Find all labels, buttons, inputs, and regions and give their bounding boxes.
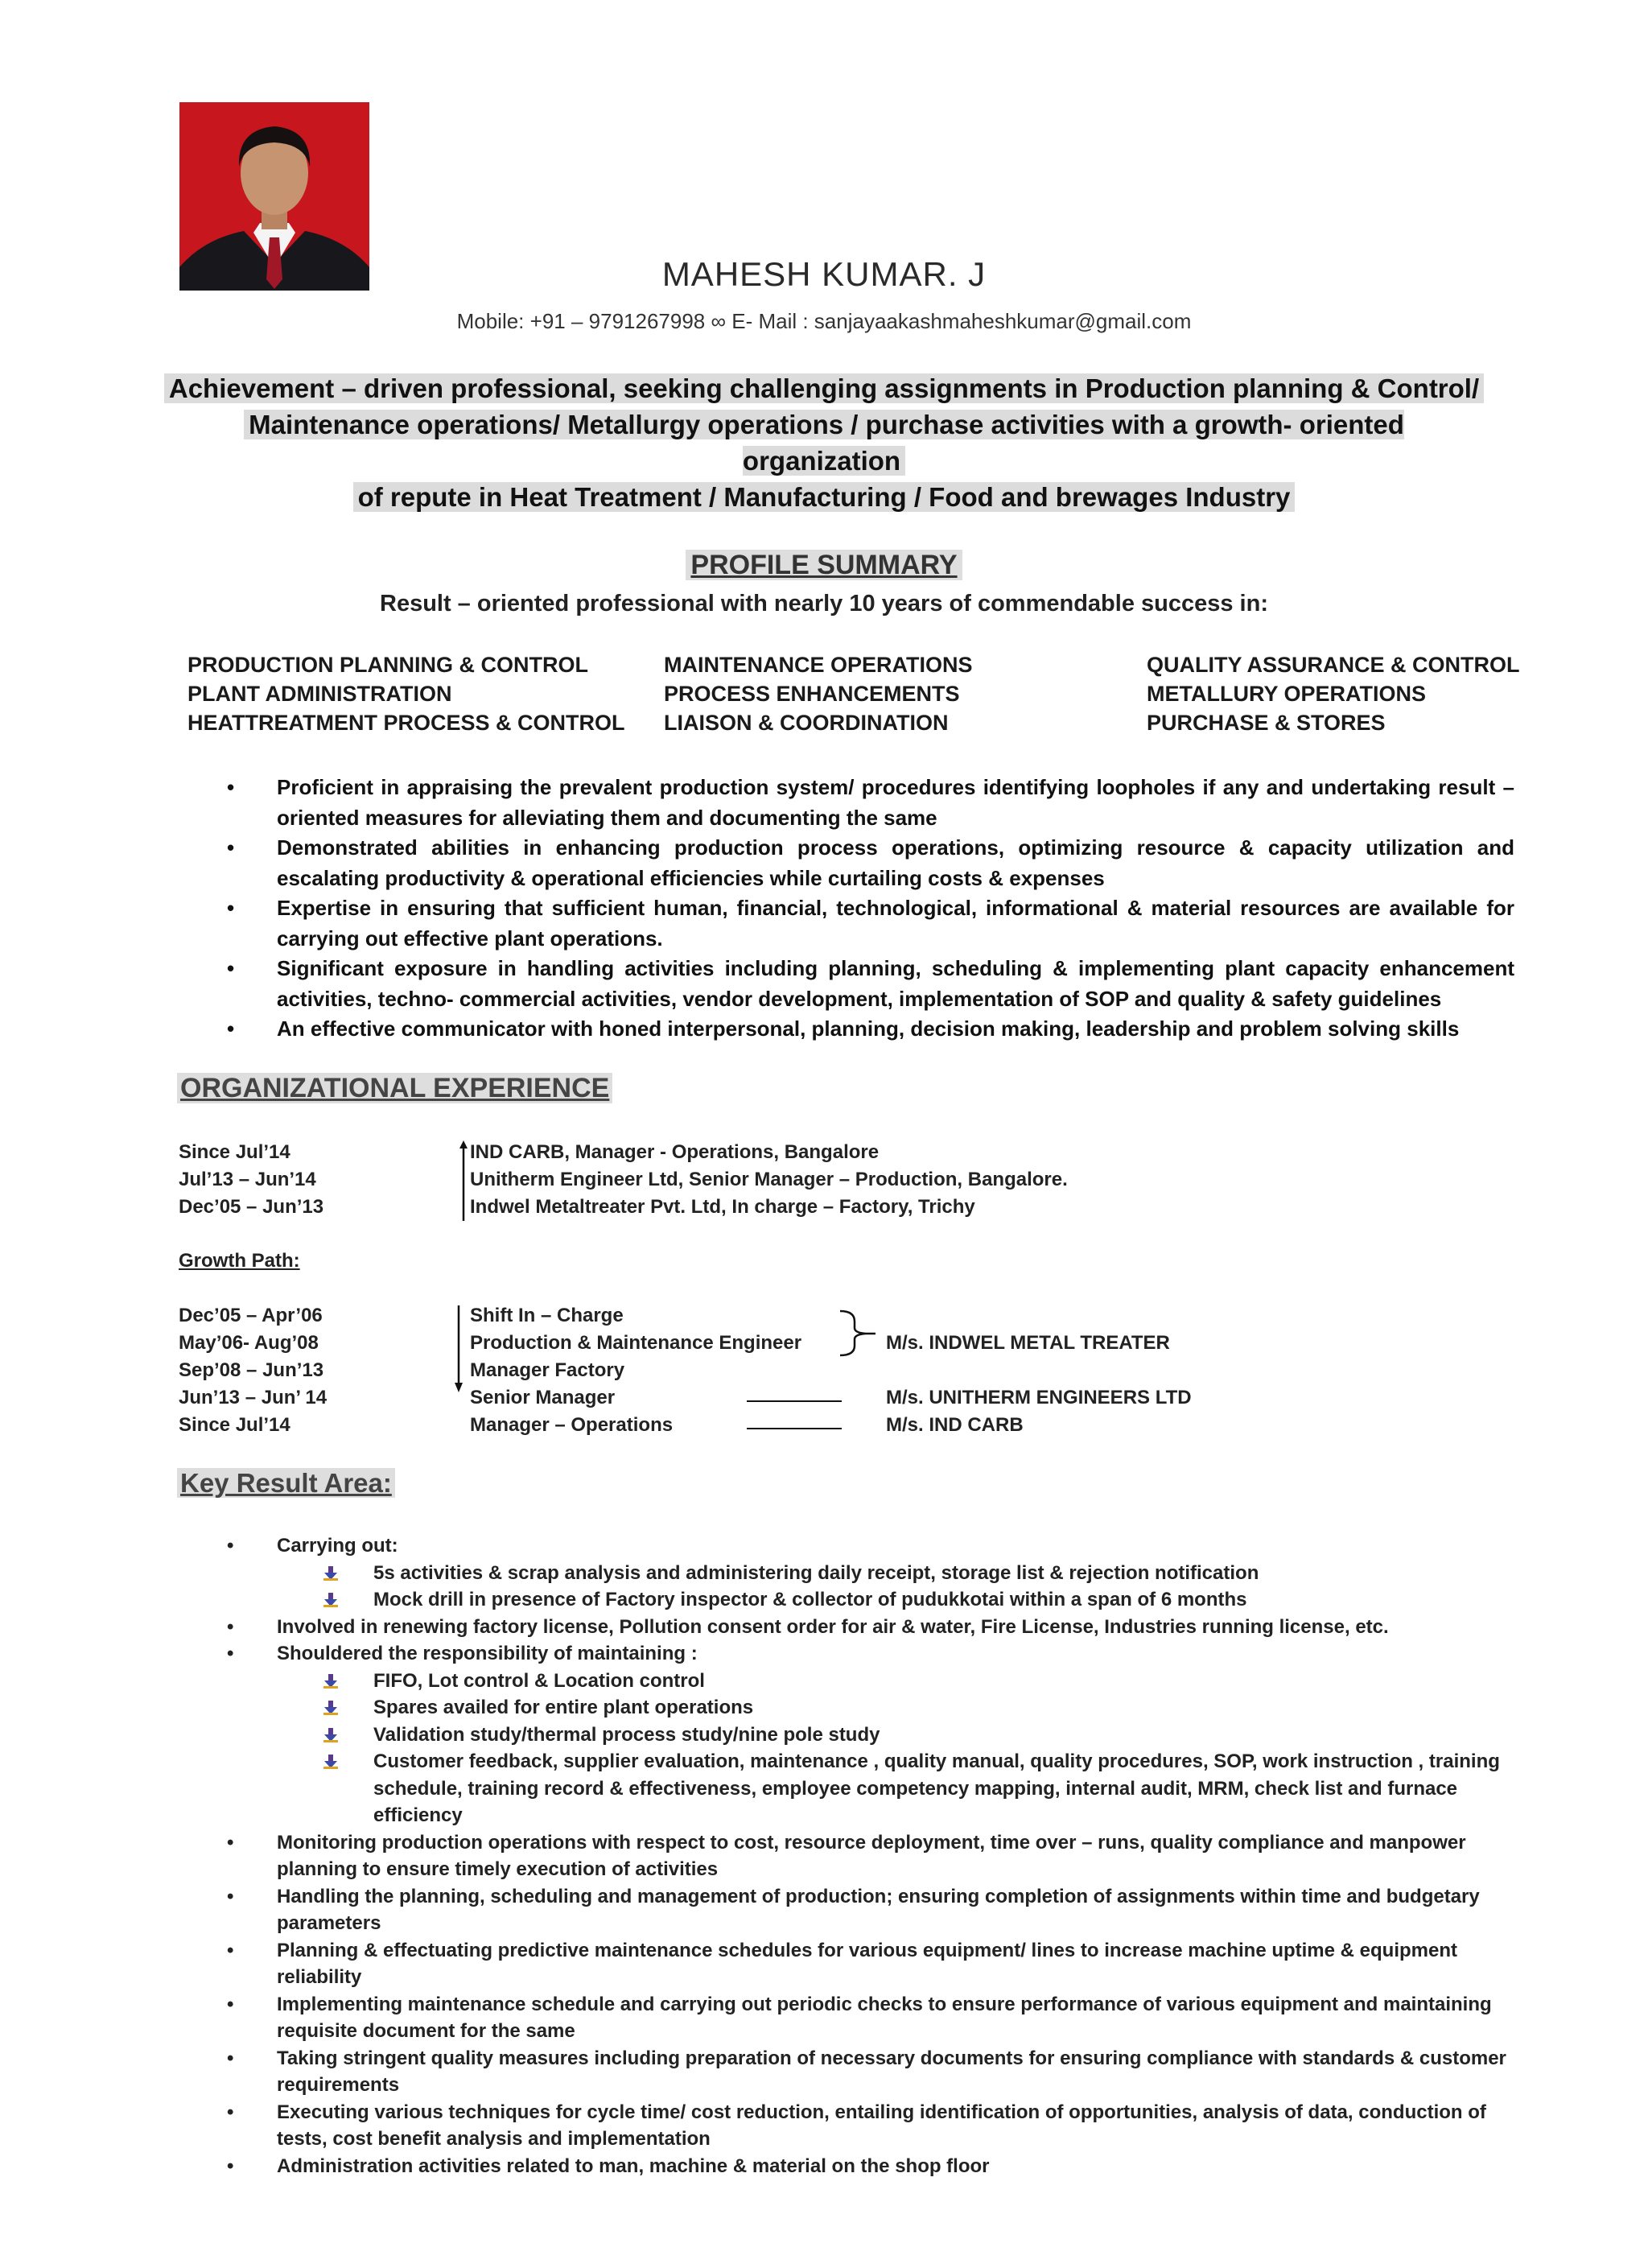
arrow-bullet-icon [323, 1593, 338, 1607]
arrow-bullet-icon [323, 1674, 338, 1689]
sub-item-text: Customer feedback, supplier evaluation, maintenance , quality manual, quality procedures, SOP, work instruction , training schedule, training record & effectiveness, employee competency mapping, internal audit, MRM, check list and furnace efficiency [373, 1750, 1500, 1826]
growth-timeline-arrow-icon [451, 1304, 467, 1394]
list-item [227, 1614, 1514, 1641]
sub-item-text: Mock drill in presence of Factory inspector & collector of pudukkotai within a span of 6 months [373, 1589, 1247, 1610]
list-item [227, 2153, 1514, 2180]
bullet-text: Taking stringent quality measures including preparation of necessary documents for ensuring compliance with standards & customer requirements [277, 2047, 1506, 2096]
sub-item-text: 5s activities & scrap analysis and administering daily receipt, storage list & rejection notification [373, 1561, 1259, 1584]
list-item [227, 1883, 1514, 1937]
bullet-text: Administration activities related to man, machine & material on the shop floor [277, 2155, 990, 2177]
growth-period: Sep’08 – Jun’13 [179, 1359, 324, 1381]
sub-list-item [227, 1694, 1514, 1722]
growth-role: Manager – Operations [470, 1414, 674, 1436]
profile-summary-heading [0, 550, 1648, 581]
bullet-icon: • [227, 1939, 234, 1961]
bullet-icon: • [227, 2101, 234, 2123]
bullet-text: Planning & effectuating predictive maintenance schedules for various equipment/ lines to increase machine uptime & equipment reliability [277, 1939, 1457, 1988]
arrow-bullet-icon [323, 1701, 338, 1715]
bullet-icon: • [227, 1993, 234, 2015]
sub-list-item [227, 1722, 1514, 1749]
bullet-icon: • [227, 1643, 234, 1664]
list-item [227, 773, 1514, 833]
objective-line: Maintenance operations/ Metallurgy operations / purchase activities with a growth- oriented organization [244, 410, 1404, 476]
bullet-text: Implementing maintenance schedule and carrying out periodic checks to ensure performance of various equipment and maintaining requisite document for the same [277, 1993, 1492, 2042]
bullet-text: Significant exposure in handling activities including planning, scheduling & implementing plant capacity enhancement activities, techno- commercial activities, vendor development, implementation of SOP and quality & safety guidelines [277, 956, 1514, 1011]
profile-tagline: Result – oriented professional with nearly 10 years of commendable success in: [380, 591, 1268, 616]
bullet-text: Involved in renewing factory license, Pollution consent order for air & water, Fire License, Industries running license, etc. [277, 1615, 1389, 1638]
list-item [227, 893, 1514, 954]
profile-summary-heading-text: PROFILE SUMMARY [686, 550, 962, 580]
growth-company: M/s. IND CARB [886, 1414, 1024, 1436]
sub-list-item [227, 1560, 1514, 1587]
career-objective [161, 370, 1487, 515]
bullet-icon: • [227, 2155, 234, 2177]
growth-role: Senior Manager [470, 1387, 616, 1408]
experience-heading [177, 1073, 612, 1104]
list-item [227, 1640, 1514, 1668]
growth-company: M/s. UNITHERM ENGINEERS LTD [886, 1387, 1192, 1408]
growth-period: May’06- Aug’08 [179, 1332, 319, 1354]
experience-role: IND CARB, Manager - Operations, Bangalore [470, 1141, 880, 1163]
list-item [227, 1829, 1514, 1883]
experience-role: Indwel Metaltreater Pvt. Ltd, In charge – Factory, Trichy [470, 1196, 975, 1218]
bullet-icon: • [227, 835, 235, 860]
growth-period: Dec’05 – Apr’06 [179, 1305, 323, 1326]
experience-period: Dec’05 – Jun’13 [179, 1196, 324, 1218]
growth-period: Since Jul’14 [179, 1414, 290, 1436]
skills-column-3 [1147, 650, 1520, 737]
skill-item: QUALITY ASSURANCE & CONTROL [1147, 653, 1520, 677]
skill-item: LIAISON & COORDINATION [664, 711, 949, 735]
growth-role: Shift In – Charge [470, 1305, 624, 1326]
experience-heading-text: ORGANIZATIONAL EXPERIENCE [177, 1073, 612, 1103]
skill-item: MAINTENANCE OPERATIONS [664, 653, 973, 677]
list-item [227, 1937, 1514, 1991]
experience-periods [179, 1139, 323, 1221]
skills-column-2 [664, 650, 973, 737]
objective-line: Achievement – driven professional, seeking challenging assignments in Production planning & Control/ [164, 373, 1484, 403]
bullet-icon: • [227, 1831, 234, 1854]
bullet-text: Monitoring production operations with respect to cost, resource deployment, time over – runs, quality compliance and manpower planning to ensure timely execution of activities [277, 1831, 1466, 1880]
bullet-text: Expertise in ensuring that sufficient human, financial, technological, informational & material resources are available for carrying out effective plant operations. [277, 896, 1514, 950]
divider [747, 1428, 842, 1429]
key-result-area-heading-text: Key Result Area: [177, 1468, 395, 1498]
key-result-area-list [227, 1532, 1514, 2179]
skill-item: PURCHASE & STORES [1147, 711, 1386, 735]
growth-company: M/s. INDWEL METAL TREATER [886, 1332, 1170, 1354]
contact-line: Mobile: +91 – 9791267998 ∞ E- Mail : sanjayaakashmaheshkumar@gmail.com [456, 309, 1192, 333]
list-item [227, 1532, 1514, 1560]
skill-item: PLANT ADMINISTRATION [187, 682, 452, 706]
skill-item: PRODUCTION PLANNING & CONTROL [187, 653, 588, 677]
skill-item: METALLURY OPERATIONS [1147, 682, 1427, 706]
bullet-text: Carrying out: [277, 1535, 398, 1557]
bullet-icon: • [227, 775, 235, 799]
list-item [227, 833, 1514, 893]
experience-timeline-arrow-icon [455, 1140, 472, 1223]
sub-list-item [227, 1586, 1514, 1614]
experience-period: Since Jul’14 [179, 1141, 290, 1163]
growth-periods [179, 1302, 327, 1439]
bullet-text: Proficient in appraising the prevalent production system/ procedures identifying loopholes if any and undertaking result – oriented measures for alleviating them and documenting the same [277, 775, 1514, 830]
bullet-text: Demonstrated abilities in enhancing production process operations, optimizing resource & capacity utilization and escalating productivity & operational efficiencies while curtailing costs & expenses [277, 835, 1514, 890]
bullet-icon: • [227, 2047, 234, 2069]
sub-item-text: Validation study/thermal process study/nine pole study [373, 1723, 880, 1746]
growth-path-heading: Growth Path: [179, 1250, 300, 1272]
bullet-icon: • [227, 1535, 234, 1557]
bullet-icon: • [227, 1016, 235, 1041]
brace-icon [837, 1309, 877, 1357]
bullet-icon: • [227, 1615, 234, 1638]
sub-item-text: Spares availed for entire plant operations [373, 1697, 754, 1718]
growth-role: Production & Maintenance Engineer [470, 1332, 802, 1354]
bullet-text: An effective communicator with honed interpersonal, planning, decision making, leadership and problem solving skills [277, 1016, 1460, 1041]
arrow-bullet-icon [323, 1755, 338, 1769]
growth-roles [470, 1302, 801, 1439]
list-item [227, 2099, 1514, 2153]
sub-list-item [227, 1748, 1514, 1829]
sub-list-item [227, 1668, 1514, 1695]
bullet-text: Handling the planning, scheduling and management of production; ensuring completion of assignments within time and budgetary parameters [277, 1885, 1480, 1934]
bullet-icon: • [227, 896, 235, 920]
objective-line: of repute in Heat Treatment / Manufacturing / Food and brewages Industry [353, 482, 1296, 512]
list-item [227, 2045, 1514, 2099]
skills-column-1 [187, 650, 625, 737]
arrow-bullet-icon [323, 1566, 338, 1581]
divider [747, 1400, 842, 1402]
sub-item-text: FIFO, Lot control & Location control [373, 1669, 705, 1692]
profile-bullets [227, 773, 1514, 1045]
experience-period: Jul’13 – Jun’14 [179, 1169, 316, 1190]
bullet-icon: • [227, 1885, 234, 1907]
candidate-name: MAHESH KUMAR. J [661, 255, 987, 293]
key-result-area-heading [177, 1468, 395, 1499]
experience-role: Unitherm Engineer Ltd, Senior Manager – Production, Bangalore. [470, 1169, 1068, 1190]
growth-role: Manager Factory [470, 1359, 625, 1381]
arrow-bullet-icon [323, 1728, 338, 1742]
list-item [227, 954, 1514, 1014]
skill-item: PROCESS ENHANCEMENTS [664, 682, 960, 706]
skill-item: HEATTREATMENT PROCESS & CONTROL [187, 711, 625, 735]
list-item [227, 1991, 1514, 2045]
growth-period: Jun’13 – Jun’ 14 [179, 1387, 328, 1408]
bullet-text: Shouldered the responsibility of maintaining : [277, 1643, 698, 1664]
bullet-text: Executing various techniques for cycle time/ cost reduction, entailing identification of opportunities, analysis of data, conduction of tests, cost benefit analysis and implementation [277, 2101, 1486, 2150]
list-item [227, 1014, 1514, 1045]
experience-roles [470, 1139, 1068, 1221]
bullet-icon: • [227, 956, 235, 980]
